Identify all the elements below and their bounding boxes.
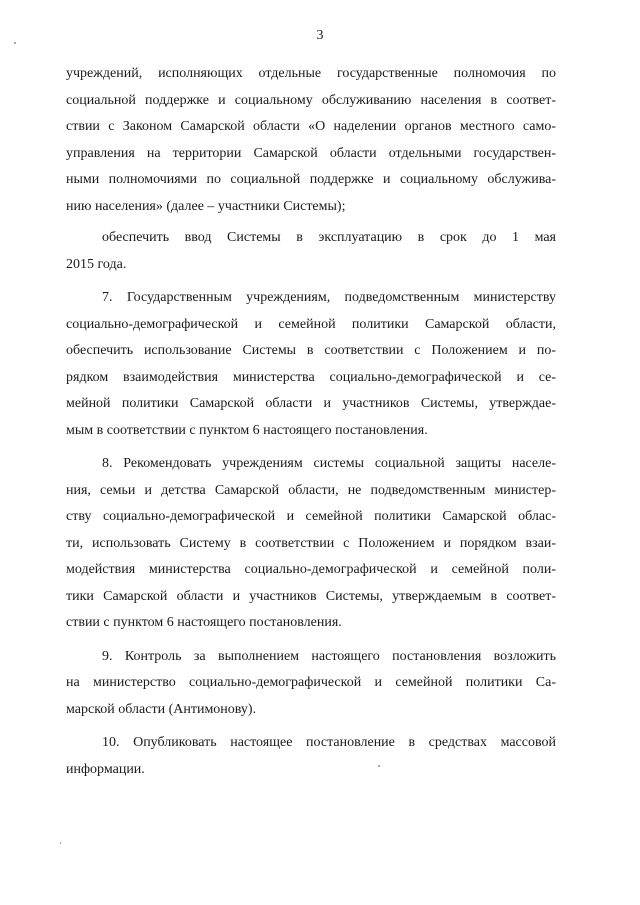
paragraph-deadline [66, 225, 556, 278]
document-body [66, 61, 556, 783]
text-line: управления на территории Самарской области отдельными государствен- [66, 145, 556, 161]
text-line: 10. Опубликовать настоящее постановление в средствах массовой [102, 735, 556, 750]
text-line: ти, использовать Систему в соответствии с Положением и порядком взаи- [66, 535, 556, 551]
text-line: 8. Рекомендовать учреждениям системы социальной защиты населе- [102, 456, 556, 471]
text-line: ству социально-демографической и семейной политики Самарской облас- [66, 509, 556, 524]
page-number: 3 [316, 28, 324, 43]
text-line: рядком взаимодействия министерства социально-демографической и се- [66, 369, 556, 385]
text-line: ния, семьи и детства Самарской области, не подведомственным министер- [66, 482, 556, 498]
paragraph-item-7 [66, 285, 556, 444]
paragraph-item-8 [66, 451, 556, 637]
text-line: ствии с Законом Самарской области «О наделении органов местного само- [66, 119, 556, 134]
text-line: мейной политики Самарской области и участников Системы, утверждае- [66, 396, 556, 411]
text-line: нию населения» (далее – участники Системы); [66, 198, 346, 214]
text-line: социально-демографической и семейной политики Самарской области, [66, 316, 556, 332]
text-line: на министерство социально-демографической и семейной политики Са- [66, 675, 556, 690]
paragraph-item-9 [66, 644, 556, 724]
text-line: 2015 года. [66, 256, 127, 272]
paragraph-continuation [66, 61, 556, 220]
text-line: 9. Контроль за выполнением настоящего постановления возложить [102, 648, 556, 664]
text-line: ными полномочиями по социальной поддержке и социальному обслужива- [66, 172, 556, 187]
scan-speck [14, 42, 16, 44]
text-line: учреждений, исполняющих отдельные государственные полномочия по [66, 66, 556, 81]
scan-speck [378, 765, 380, 767]
text-line: модействия министерства социально-демографической и семейной поли- [66, 562, 556, 577]
text-line: мым в соответствии с пунктом 6 настоящего постановления. [66, 422, 428, 438]
text-line: марской области (Антимонову). [66, 701, 257, 717]
text-line: 7. Государственным учреждениям, подведомственным министерству [102, 290, 556, 305]
text-line: обеспечить использование Системы в соответствии с Положением и по- [66, 343, 556, 358]
paragraph-item-10 [66, 730, 556, 783]
text-line: ствии с пунктом 6 настоящего постановления. [66, 615, 342, 630]
scan-speck [60, 842, 61, 844]
text-line: информации. [66, 761, 145, 777]
text-line: тики Самарской области и участников Системы, утверждаемым в соответ- [66, 588, 556, 604]
text-line: социальной поддержке и социальному обслуживанию населения в соответ- [66, 92, 556, 108]
text-line: обеспечить ввод Системы в эксплуатацию в срок до 1 мая [102, 230, 556, 245]
